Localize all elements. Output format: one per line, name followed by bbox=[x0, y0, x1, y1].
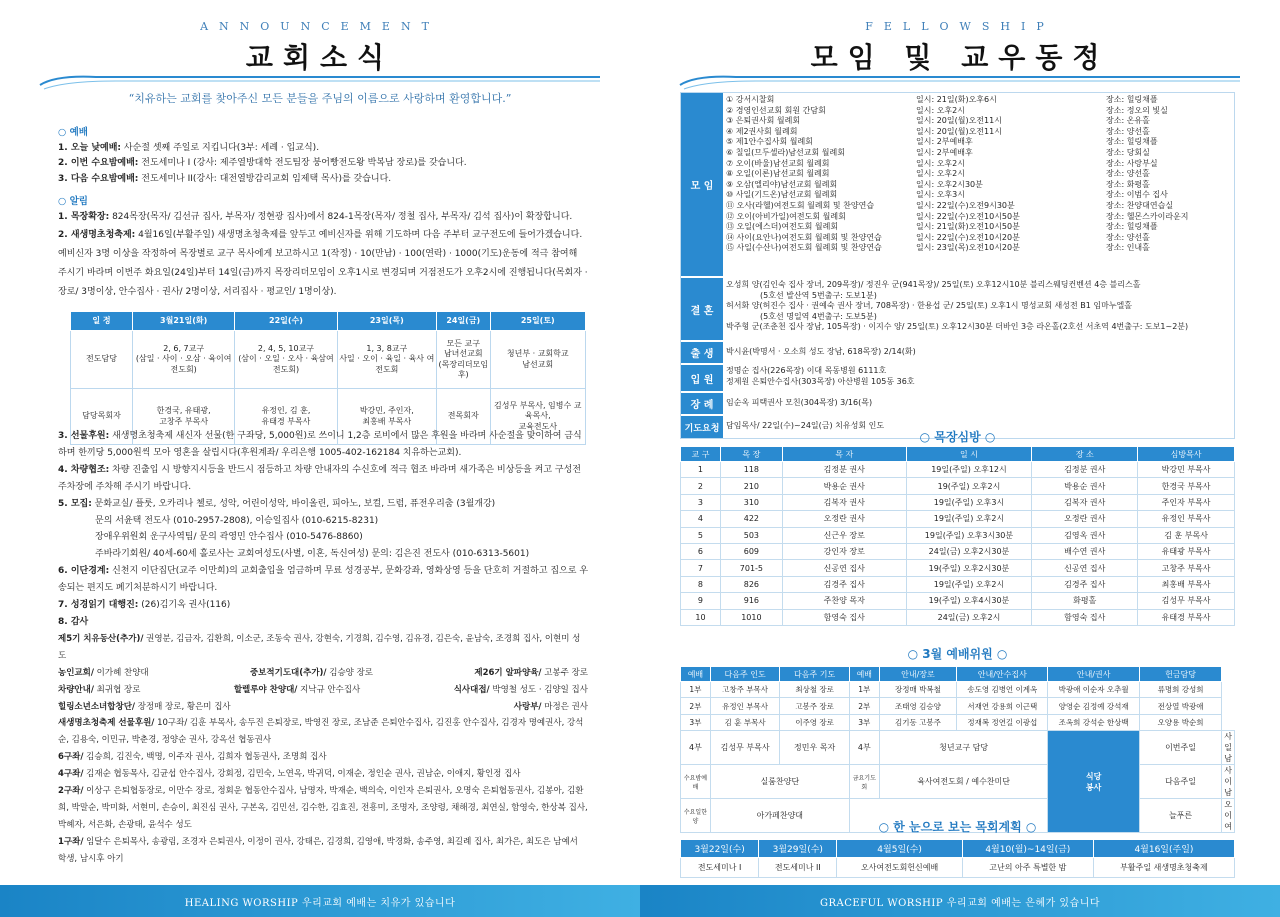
worship-item: 1. 오늘 낮예배: 사순절 셋째 주일로 지킵니다(3부: 세례 · 입교식). bbox=[58, 142, 320, 153]
thanks-line: 제5기 치유동산(추가)/ 권영분, 김금자, 김환희, 이소군, 조동숙 권사, 강현숙, 기경희, 김수영, 김유경, 김은숙, 윤남숙, 조경희 집사, 이현미 성도 bbox=[58, 633, 581, 661]
right-footer: GRACEFUL WORSHIP 우리교회 예배는 은혜가 있습니다 bbox=[640, 885, 1280, 917]
fellowship-eng-title: FELLOWSHIP bbox=[865, 20, 1055, 33]
duty-header: 안내/권사 bbox=[1048, 667, 1139, 682]
table-row: 3부 김 훈 부목사 이주영 장로 3부 김기동 고봉주 정재복 정연길 이광섭 조옥희 강석순 한상백 오양용 박순희 bbox=[681, 714, 1235, 730]
plan-header: 3월22일(수) bbox=[681, 840, 759, 858]
table-row: 1 118 김정분 권사 19일(주일) 오후12시 김정분 권사 박강민 부목사 bbox=[681, 462, 1235, 478]
duty-header: 안내/안수집사 bbox=[957, 667, 1048, 682]
worship-section bbox=[58, 125, 588, 302]
thanks-line: 힐링소년소녀합창단/ 장정매 장로, 황은미 집사 사랑부/ 마정은 권사 bbox=[58, 701, 588, 712]
thanks-line: 2구좌/ 이상구 은퇴협동장로, 이만수 장로, 정회운 협동안수집사, 남명자, 박재순, 백의숙, 이인자 은퇴권사, 오명숙 은퇴협동권사, 김봉아, 김환희, 박말순, 박미화, 서현미, 손승이, 최진심 권사, 구본옥, 김민선, 김수한, 김효진, 전흥미, 조명자, 조양령, 채해경, 최연실, 함영숙, 한상복 집사, 박혜자, 서은화, 손광태, 윤석수 성도 bbox=[58, 786, 588, 830]
fellowship-title: 모임 및 교우동정 bbox=[810, 41, 1110, 74]
notice-heading: ○ 알림 bbox=[58, 196, 88, 208]
duty-header: 예배 bbox=[849, 667, 879, 682]
hospital-label: 입 원 bbox=[681, 365, 723, 391]
notice-subitem: 문의 서윤택 전도사 (010-2957-2808), 이승일집사 (010-6215-8231) bbox=[95, 515, 379, 526]
table-row: 9 916 주찬양 목자 19(주일) 오후4시30분 화평홀 김성무 부목사 bbox=[681, 593, 1235, 609]
wedding-label: 결 혼 bbox=[681, 278, 723, 340]
prayer-text: 담임목사/ 22일(수)~24일(금) 치유성회 인도 bbox=[726, 421, 885, 430]
thanks-line: 농인교회/ 이가혜 찬양대 중보적기도대(추가)/ 김승양 장로 제26기 알파양육/ 고봉주 장로 bbox=[58, 667, 588, 678]
meeting-item: ⑥ 칠일(므두셀라)남선교회 월례회 일시: 2부예배후 장소: 당회실 bbox=[726, 147, 1150, 157]
table-row: 4 422 오정란 권사 19일(주일) 오후2시 오정란 권사 유정인 부목사 bbox=[681, 511, 1235, 527]
meeting-item: ④ 제2권사회 월례회 일시: 20일(월)오전11시 장소: 양선홀 bbox=[726, 126, 1150, 136]
thanks-line: 4구좌/ 김재순 협동목사, 김균섭 안수집사, 강회정, 김민숙, 노연옥, 박귀덕, 이재순, 정인순 권사, 권남순, 이애지, 황인정 집사 bbox=[58, 769, 521, 780]
table-row: 1부 고창주 부목사 최상철 장로 1부 장정매 박복철 송도영 김병언 이계옥 박광애 이순자 오추월 류명희 강성희 bbox=[681, 682, 1235, 698]
meeting-item: ⑦ 오이(바울)남선교회 월례회 일시: 오후2시 장소: 사랑부실 bbox=[726, 158, 1158, 168]
duty-header: 예배 bbox=[681, 667, 711, 682]
table-row: 전도담당 2, 6, 7교구 (삼일 · 사이 · 오삼 · 육이여전도회) 2, 4, 5, 10교구 (삼이 · 오일 · 오사 · 육삼여전도회) 1, 3, 8교구 사일 · 오이 · 육일 · 육사 여전도회 모든 교구 남녀선교회 (목장리더모임후) 청년부 · 교회학교 남선교회 bbox=[71, 331, 586, 389]
prayer-label: 기도요청 bbox=[681, 416, 723, 438]
wedding-line: 박주형 군(조춘천 집사 장남, 105목장) · 이지수 양/ 25일(토) 오후12시30분 더바인 3층 라온홀(2호선 서초역 4번출구: 도보1~2분) bbox=[726, 322, 1189, 332]
duty-table bbox=[680, 666, 1235, 833]
table-row: 8 826 김경주 집사 19일(주일) 오후2시 김경주 집사 최홍배 부목사 bbox=[681, 576, 1235, 592]
meeting-item: ⑤ 제1안수집사회 월례회 일시: 2부예배후 장소: 힐링채플 bbox=[726, 137, 1158, 147]
notice-subitem: 주바라기회원/ 40세-60세 홀로사는 교회여성도(사별, 이혼, 독신여성) 문의: 김은진 전도사 (010-6313-5601) bbox=[95, 549, 530, 560]
visit-header: 목 장 bbox=[720, 447, 782, 462]
table-row: 7 701-5 신공연 집사 19(주일) 오후2시30분 신공연 집사 고창주 부목사 bbox=[681, 560, 1235, 576]
meeting-item: ② 경영인선교회 회원 간담회 일시: 오후2시 장소: 정오의 빛실 bbox=[726, 105, 1168, 115]
notice-item: 6. 이단경계: 신천지 이단집단(교주 이만희)의 교회출입을 엄금하며 무료 성경공부, 문화강좌, 영화상영 등을 단호히 거절하고 집으로 우송되는 편지도 폐기처분하시기 바랍니다. bbox=[58, 566, 589, 594]
table-row: 10 1010 함영숙 집사 24일(금) 오후2시 함영숙 집사 유태경 부목사 bbox=[681, 609, 1235, 625]
announcement-title: 교회소식 bbox=[245, 41, 395, 74]
notice-item: 4. 차량협조: 차량 진출입 시 방향지시등을 반드시 점등하고 차량 안내자의 수신호에 적극 협조 바라며 새가족은 비상등을 켜고 구성전 주차장에 주차해 주시기 바랍니다. bbox=[58, 464, 581, 492]
meeting-item: ⑧ 오일(이론)남선교회 월례회 일시: 오후2시 장소: 양선홀 bbox=[726, 169, 1150, 179]
worship-heading: ○ 예배 bbox=[58, 127, 88, 138]
meeting-item: ⑮ 사일(수산나)여전도회 월례회 및 찬양연습 일시: 23일(목)오전10시20분 장소: 인내홀 bbox=[726, 243, 1150, 253]
meeting-item: ⑨ 오삼(엘리야)남선교회 월례회 일시: 오후2시30분 장소: 화평홀 bbox=[726, 179, 1150, 189]
meeting-item: ③ 은퇴권사회 월례회 일시: 20일(월)오전11시 장소: 온유홀 bbox=[726, 116, 1150, 126]
notice-subitem: 장애우위원회 운구사역팀/ 문의 곽영민 안수집사 (010-5476-8860) bbox=[95, 532, 363, 543]
table-row: 2부 유정인 부목사 고봉주 장로 2부 조태영 김승양 서재연 강용희 이근택 양영순 김정예 강석재 전상열 박광애 bbox=[681, 698, 1235, 714]
welcome-quote: “치유하는 교회를 찾아주신 모든 분들을 주님의 이름으로 사랑하며 환영합니다.” bbox=[128, 92, 512, 105]
fellowship-page bbox=[640, 0, 1280, 917]
table-row: 6 609 강인자 장로 24일(금) 오후2시30분 배수연 권사 유태광 부목사 bbox=[681, 543, 1235, 559]
table-row: 4부 김성무 부목사 정민우 목자 4부 청년교구 담당 식당 봉사 이번주일 사일남 bbox=[681, 731, 1235, 765]
funeral-label: 장 례 bbox=[681, 393, 723, 414]
table-header: 일 정 bbox=[71, 312, 133, 331]
table-row: 수요밤예배 실룸찬양단 금요기도회 육사여전도회 / 예수찬미단 다음주일 사이남 bbox=[681, 765, 1235, 799]
announcement-eng-title: ANNOUNCEMENT bbox=[200, 20, 440, 33]
table-row: 담당목회자 한경국, 유태광, 고창주 부목사 유정인, 김 훈, 유태경 부목사 박강민, 주인자, 최홍배 부목사 전목회자 김성무 부목사, 임병수 교육목사, 교육전도사 bbox=[71, 389, 586, 445]
wedding-list bbox=[726, 280, 1188, 333]
visit-header: 일 시 bbox=[906, 447, 1032, 462]
duty-header: 안내/장로 bbox=[879, 667, 956, 682]
table-header: 22일(수) bbox=[235, 312, 337, 331]
meeting-list bbox=[726, 95, 1234, 254]
visit-title: ○ 목장심방 ○ bbox=[919, 430, 996, 444]
thanks-line: 1구좌/ 임달수 은퇴목사, 송광림, 조경자 은퇴권사, 이정이 권사, 강태은, 김경희, 김영애, 박경화, 송주영, 최길례 집사, 최가은, 최도은 남예서 학생, 남시후 아기 bbox=[58, 836, 578, 864]
table-header: 24일(금) bbox=[437, 312, 491, 331]
visit-header: 목 자 bbox=[782, 447, 906, 462]
duty-title: ○ 3월 예배위원 ○ bbox=[907, 647, 1008, 661]
notice-item: 3. 선물후원: 새생명초청축제 새신자 선물(한 구좌당, 5,000원)로 쓰이니 1,2층 로비에서 많은 후원을 바라며 사순절을 맞이하여 금식하며 한끼당 5,000원씩 모아 영혼을 살립시다(후원계좌/ 우리은행 1005-402-162184 치유하는교회). bbox=[58, 431, 582, 458]
thanks-line: 6구좌/ 김승희, 김진숙, 백명, 이주자 권사, 김희자 협동권사, 조명희 집사 bbox=[58, 752, 327, 763]
table-row: 2 210 박용순 권사 19(주일) 오후2시 박용순 권사 한경국 부목사 bbox=[681, 478, 1235, 494]
table-header: 25일(토) bbox=[490, 312, 585, 331]
wedding-line: 오성희 양(김인숙 집사 장녀, 209목장)/ 정진우 군(941목장)/ 25일(토) 오후12시10분 블리스웨딩컨벤션 4층 블리스홀 bbox=[726, 280, 1141, 289]
wedding-line: 허서화 양(허진수 집사 · 권예숙 권사 장녀, 708목장) · 한용섭 군/ 25일(토) 오후1시 명성교회 새성전 B1 임마누엘홀 bbox=[726, 301, 1133, 311]
duty-header: 다음주 인도 bbox=[710, 667, 780, 682]
wedding-line: (5호선 명일역 4번출구: 도보5분) bbox=[760, 311, 877, 321]
plan-header: 4월5일(수) bbox=[837, 840, 962, 858]
table-row: 수요일한양 아가페찬양대 늘푸른 오이여 bbox=[681, 799, 1235, 833]
table-row: 전도세미나 I 전도세미나 II 오사여전도회헌신예배 고난의 아주 특별한 밤 부활주일 새생명초청축제 bbox=[681, 858, 1235, 878]
table-row: 3 310 김복자 권사 19일(주일) 오후3시 김복자 권사 주인자 부목사 bbox=[681, 494, 1235, 510]
notice-item: 5. 모집: 문화교실/ 플룻, 오카리나 첼로, 성악, 어린이성악, 바이올린, 피아노, 보컬, 드럼, 퓨전우리춤 (3월개강) bbox=[58, 498, 496, 509]
plan-table bbox=[680, 839, 1235, 878]
thanks-line: 차량안내/ 최귀협 장로 할렐루야 찬양대/ 지낙규 안수집사 식사대접/ 박영철 성도 · 김양일 집사 bbox=[58, 684, 588, 695]
visit-header: 심방목사 bbox=[1138, 447, 1235, 462]
meeting-item: ⑫ 오이(아비가일)여전도회 월례회 일시: 22일(수)오전10시50분 장소: 헬몬스카이라운지 bbox=[726, 211, 1189, 221]
table-header: 23일(목) bbox=[337, 312, 436, 331]
thanks-line: 새생명초청축제 선물후원/ 10구좌/ 김훈 부목사, 송두진 은퇴장로, 박영진 장로, 조남준 은퇴안수집사, 김진홍 안수집사, 김경자 명예권사, 강석순, 김용숙, 이민규, 박춘경, 정양순 권사, 강옥선 협동권사 bbox=[58, 718, 584, 746]
worship-item: 3. 다음 수요밤예배: 전도세미나 II(강사: 대전열방감리교회 임제택 목사)를 갖습니다. bbox=[58, 173, 392, 184]
notice-section-2 bbox=[58, 428, 588, 868]
plan-title: ○ 한 눈으로 보는 목회계획 ○ bbox=[878, 820, 1037, 834]
hospital-text: 정명순 집사(226목장) 이대 목동병원 6111호 정제원 은퇴안수집사(303목장) 아산병원 105동 36호 bbox=[726, 366, 915, 386]
table-header: 3월21일(화) bbox=[133, 312, 235, 331]
plan-header: 4월10(월)~14일(금) bbox=[962, 840, 1093, 858]
plan-header: 4월16일(주일) bbox=[1093, 840, 1234, 858]
table-row: 5 503 신근우 장로 19일(주일) 오후3시30분 김영옥 권사 김 훈 부목사 bbox=[681, 527, 1235, 543]
evangelism-schedule-table bbox=[70, 311, 586, 445]
funeral-text: 임순옥 피택권사 모친(304목장) 3/16(목) bbox=[726, 398, 873, 407]
birth-text: 박시윤(박명서 · 오소희 성도 장남, 618목장) 2/14(화) bbox=[726, 347, 916, 356]
plan-header: 3월29일(수) bbox=[759, 840, 837, 858]
meeting-item: ⑭ 사이(요안나)여전도회 월례회 및 찬양연습 일시: 22일(수)오전10시20분 장소: 양선홀 bbox=[726, 232, 1150, 242]
meal-service-label: 식당 봉사 bbox=[1048, 731, 1139, 833]
worship-item: 2. 이번 수요밤예배: 전도세미나 I (강사: 제주열방대학 전도팀장 붕어빵전도왕 박복남 장로)를 갖습니다. bbox=[58, 158, 467, 169]
visit-header: 장 소 bbox=[1032, 447, 1138, 462]
birth-label: 출 생 bbox=[681, 342, 723, 363]
meeting-label: 모 임 bbox=[681, 93, 723, 276]
visit-table bbox=[680, 446, 1235, 626]
thanks-list bbox=[58, 631, 588, 868]
visit-header: 교 구 bbox=[681, 447, 721, 462]
meeting-item: ⑪ 오사(라헬)여전도회 월례회 및 찬양연습 일시: 22일(수)오전9시30분 장소: 찬양대연습실 bbox=[726, 200, 1174, 210]
notice-item: 7. 성경읽기 대행진: (26)김기옥 권사(116) bbox=[58, 600, 231, 611]
notice-item: 8. 감사 bbox=[58, 616, 89, 627]
left-footer: HEALING WORSHIP 우리교회 예배는 치유가 있습니다 bbox=[0, 885, 640, 917]
meeting-item: ⑩ 사일(기드온)남선교회 월례회 일시: 오후3시 장소: 이범수 집사 bbox=[726, 190, 1168, 200]
title-swoosh bbox=[676, 71, 1244, 91]
duty-header: 헌금담당 bbox=[1139, 667, 1221, 682]
wedding-line: (5호선 발산역 5번출구: 도보1분) bbox=[760, 290, 877, 300]
duty-header: 다음주 기도 bbox=[780, 667, 850, 682]
notice-item: 2. 새생명초청축제: 4월16일(부활주일) 새생명초청축제를 앞두고 예비신자를 위해 기도하며 다음 주부터 교구전도에 들어가겠습니다. 예비신자 3명 이상을 작정하여 목장별로 교구 목사에게 보고하시고 1(작정) · 10(만남) · 100(연락) · 1000(기도)운동에 적극 참여해 주시기 바라며 이번주 화요일(24일)부터 14일(금)까지 목장리더모임이 오후1시로 변경되며 거점전도가 오후2시에 진행됩니다(목회자 · 장로/ 3명이상, 안수집사 · 권사/ 2명이상, 서리집사 · 평교인/ 1명이상). bbox=[58, 229, 588, 297]
title-swoosh bbox=[36, 71, 604, 91]
meeting-item: ① 강서시찰회 일시: 21일(화)오후6시 장소: 힐링채플 bbox=[726, 95, 1158, 104]
meeting-item: ⑬ 오일(에스더)여전도회 월례회 일시: 21일(화)오전10시50분 장소: 힐링채플 bbox=[726, 222, 1158, 232]
notice-item: 1. 목장확장: 824목장(목자/ 김선규 집사, 부목자/ 정현광 집사)에서 824-1목장(목자/ 정철 집사, 부목자/ 김석 집사)이 확장합니다. bbox=[58, 211, 573, 222]
